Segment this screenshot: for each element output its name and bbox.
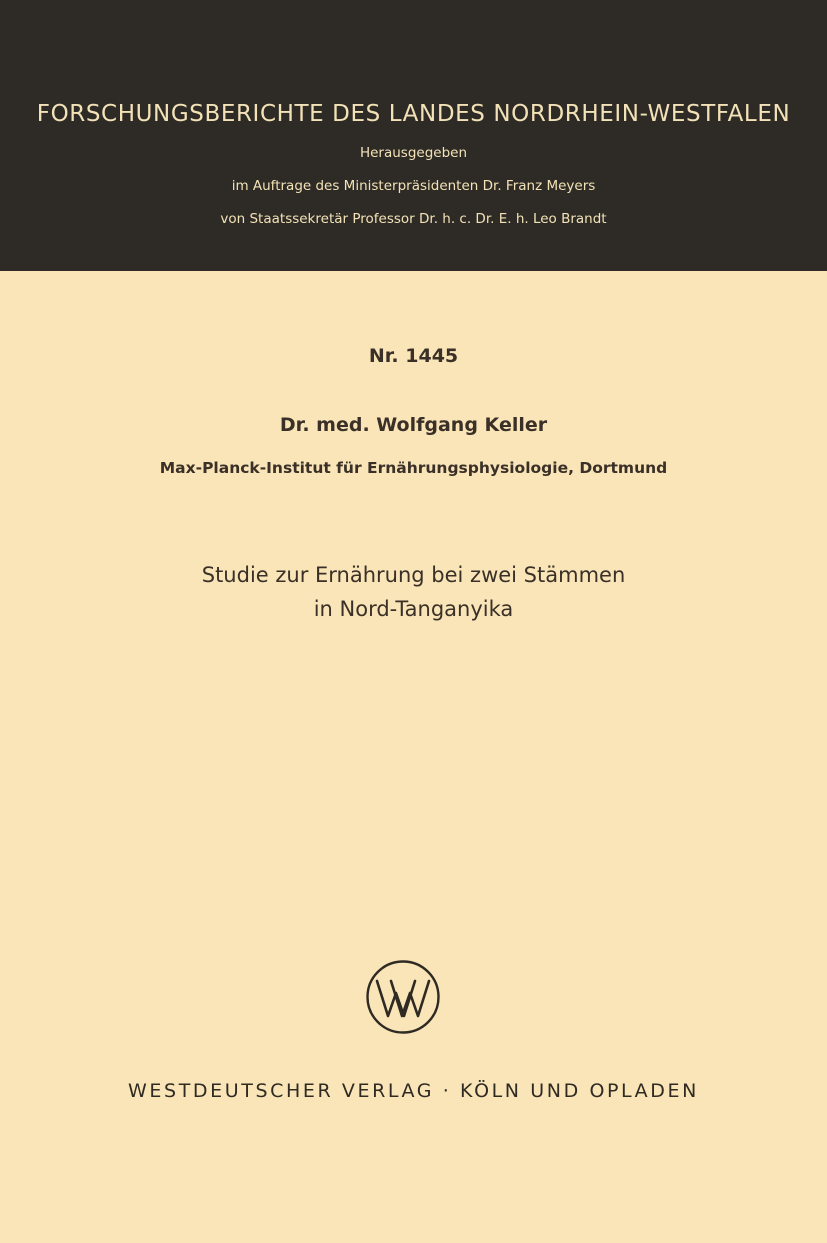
- author-institute: Max-Planck-Institut für Ernährungsphysiologie, Dortmund: [159, 459, 668, 477]
- publisher-line: WESTDEUTSCHER VERLAG · KÖLN UND OPLADEN: [128, 1080, 699, 1102]
- editor-line-staatssekretaer: von Staatssekretär Professor Dr. h. c. Dr. E. h. Leo Brandt: [220, 211, 607, 227]
- editor-line-herausgegeben: Herausgegeben: [359, 145, 468, 161]
- publisher-logo-icon: [365, 959, 441, 1035]
- series-title: FORSCHUNGSBERICHTE DES LANDES NORDRHEIN-WESTFALEN: [36, 101, 791, 127]
- editor-line-auftrag: im Auftrage des Ministerpräsidenten Dr. Franz Meyers: [231, 178, 596, 194]
- report-number: Nr. 1445: [368, 345, 459, 367]
- report-title-line-1: Studie zur Ernährung bei zwei Stämmen: [201, 563, 626, 587]
- report-title: [0, 558, 827, 626]
- header-band: [0, 0, 827, 271]
- report-title-line-2: in Nord-Tanganyika: [313, 597, 514, 621]
- author-name: Dr. med. Wolfgang Keller: [279, 414, 548, 436]
